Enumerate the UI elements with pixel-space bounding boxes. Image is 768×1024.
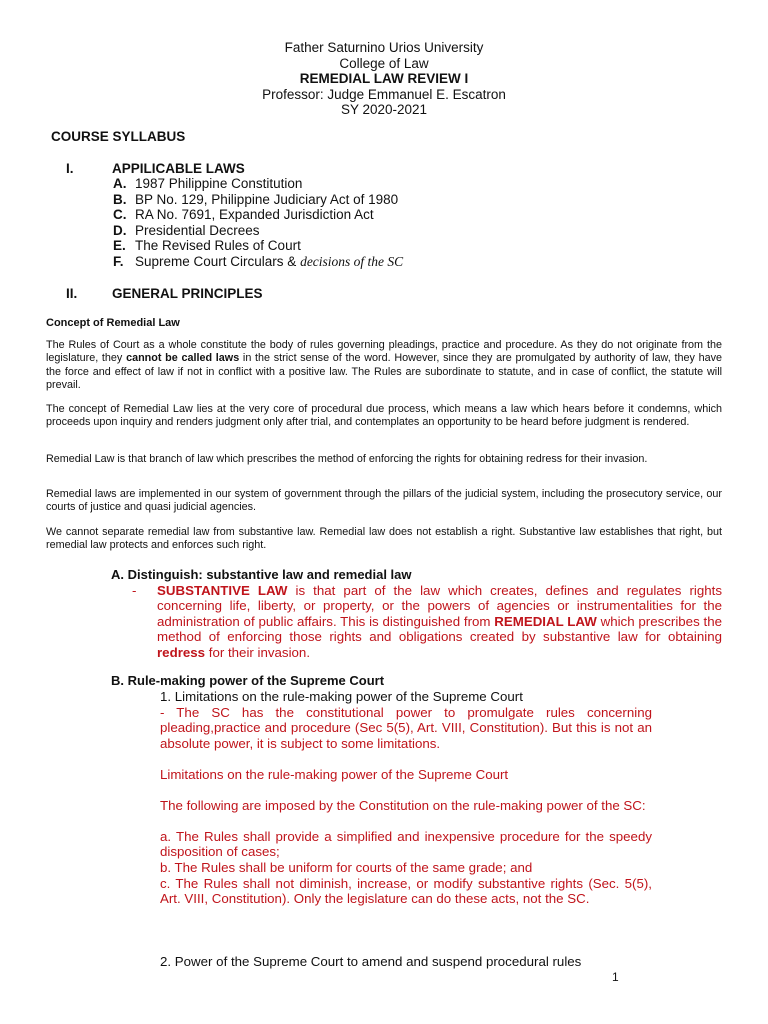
page-number: 1 — [612, 970, 619, 984]
applicable-laws-list — [113, 176, 403, 270]
document-header — [0, 40, 768, 118]
section-title: APPILICABLE LAWS — [112, 161, 245, 176]
dash-bullet: - — [132, 583, 137, 598]
section-title: GENERAL PRINCIPLES — [112, 286, 263, 301]
red-paragraph: The following are imposed by the Constitution on the rule-making power of the SC: — [160, 798, 646, 813]
list-item: D. Presidential Decrees — [113, 222, 260, 238]
list-item: C. RA No. 7691, Expanded Jurisdiction Act — [113, 207, 374, 223]
red-paragraph: a. The Rules shall provide a simplified and inexpensive procedure for the speedy disposition of cases; — [160, 829, 652, 860]
school-year: SY 2020-2021 — [340, 102, 428, 118]
university-name: Father Saturnino Urios University — [284, 40, 484, 55]
red-paragraph: c. The Rules shall not diminish, increase, or modify substantive rights (Sec. 5(5), Art. VIII, Constitution). Only the legislature can do these acts, not the SC. — [160, 876, 652, 907]
red-paragraph: - The SC has the constitutional power to promulgate rules concerning pleading,practice and procedure (Sec 5(5), Art. VIII, Constitution). But this is not an absolute power, it is subject to some limitations. — [160, 705, 652, 751]
concept-heading: Concept of Remedial Law — [46, 317, 180, 329]
paragraph: The Rules of Court as a whole constitute the body of rules governing pleadings, practice and procedure. As they do not originate from the legislature, they cannot be called laws in the strict sense of the word. However, since they are promulgated by authority of law, they have the force and effect of law if not in conflict with a positive law. The Rules are subordinate to statute, and in case of conflict, the statute will prevail. — [46, 339, 722, 391]
list-item: A. 1987 Philippine Constitution — [113, 176, 303, 191]
section-number: I. — [66, 161, 74, 176]
numbered-item: 1. Limitations on the rule-making power of the Supreme Court — [160, 689, 523, 704]
subheading-distinguish: A. Distinguish: substantive law and remedial law — [111, 567, 412, 582]
paragraph: We cannot separate remedial law from substantive law. Remedial law does not establish a right. Substantive law establishes that right, but remedial law protects and enforces such right. — [46, 526, 722, 552]
definition-text: SUBSTANTIVE LAW is that part of the law which creates, defines and regulates rights concerning life, liberty, or property, or the powers of agencies or instrumentalities for the administration of public affairs. This is distinguished from REMEDIAL LAW which prescribes the method of enforcing those rights and obligations created by substantive law for obtaining redress for their invasion. — [157, 583, 723, 660]
paragraph: Remedial laws are implemented in our system of government through the pillars of the judicial system, including the prosecutory service, our courts of justice and quasi judicial agencies. — [46, 488, 722, 514]
list-item: F. Supreme Court Circulars & decisions of the SC — [113, 253, 404, 269]
section-number: II. — [66, 286, 78, 301]
paragraph: Remedial Law is that branch of law which prescribes the method of enforcing the rights for obtaining redress for their invasion. — [46, 453, 648, 465]
red-paragraph: b. The Rules shall be uniform for courts of the same grade; and — [160, 860, 533, 875]
list-item: E. The Revised Rules of Court — [113, 238, 301, 254]
paragraph: The concept of Remedial Law lies at the very core of procedural due process, which means a law which hears before it condemns, which proceeds upon inquiry and renders judgment only after trial, and contemplates an opportunity to be heard before judgment is rendered. — [46, 403, 722, 429]
course-title: REMEDIAL LAW REVIEW I — [299, 71, 469, 87]
list-item: B. BP No. 129, Philippine Judiciary Act of 1980 — [113, 191, 399, 207]
college-name: College of Law — [339, 55, 429, 71]
subheading-rule-making: B. Rule-making power of the Supreme Court — [111, 673, 385, 688]
red-paragraph: Limitations on the rule-making power of the Supreme Court — [160, 767, 509, 782]
numbered-item: 2. Power of the Supreme Court to amend and suspend procedural rules — [160, 954, 582, 969]
syllabus-title: COURSE SYLLABUS — [51, 129, 186, 144]
professor-line: Professor: Judge Emmanuel E. Escatron — [262, 86, 506, 102]
